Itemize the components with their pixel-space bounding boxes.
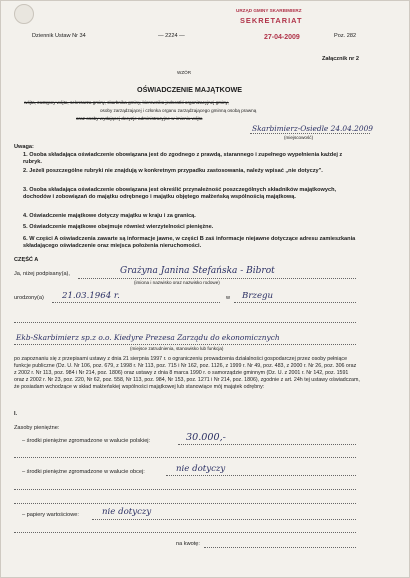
foreign-label: – środki pieniężne zgromadzone w walucie obcej: <box>22 469 145 475</box>
born-date-line <box>52 302 220 303</box>
blank-line <box>14 457 356 458</box>
part-a-label: CZĘŚĆ A <box>14 257 39 263</box>
born-place-line <box>234 302 356 303</box>
blank-line <box>14 322 356 323</box>
foreign-value: nie dotyczy <box>176 464 226 474</box>
amount-label: na kwotę: <box>176 541 200 547</box>
punch-hole-icon <box>14 4 34 24</box>
section-i-label: I. <box>14 411 18 417</box>
securities-label: – papiery wartościowe: <box>22 512 79 518</box>
wzor-label: WZÓR <box>177 70 192 75</box>
born-label: urodzony(a) <box>14 295 44 301</box>
place-date-value: Skarbimierz-Osiedle 24.04.2009 <box>252 124 373 133</box>
stamp-secretariat: SEKRETARIAT <box>240 16 303 25</box>
ja-label: Ja, niżej podpisany(a), <box>14 271 70 277</box>
born-in-label: w <box>226 295 231 301</box>
attachment-label: Załącznik nr 2 <box>322 56 359 62</box>
stamp-office: URZĄD GMINY SKARBIMIERZ <box>236 8 302 13</box>
born-date-value: 21.03.1964 r. <box>62 291 120 301</box>
uwaga-item: 6. W części A oświadczenia zawarte są informacje jawne, w części B zaś informacje niejawne dotyczące adresu zamieszkania składającego oświadczenie oraz miejsca położenia nieruchomości. <box>23 236 356 250</box>
name-value: Grażyna Janina Stefańska - Bibrot <box>120 266 275 276</box>
registry-stamp <box>226 8 336 54</box>
uwaga-item: 5. Oświadczenie majątkowe obejmuje również wierzytelności pieniężne. <box>23 224 214 230</box>
subtitle-line2: osoby zarządzającej i członka organu zarządzającego gminną osobą prawną <box>100 108 257 113</box>
pln-label: – środki pieniężne zgromadzone w walucie polskiej: <box>22 438 151 444</box>
uwaga-item: 2. Jeżeli poszczególne rubryki nie znajdują w konkretnym przypadku zastosowania, należy wpisać „nie dotyczy". <box>23 168 323 174</box>
name-caption: (imiona i nazwisko oraz nazwisko rodowe) <box>134 280 220 285</box>
blank-line <box>14 532 356 533</box>
position-caption: (miejsce zatrudnienia, stanowisko lub funkcja) <box>130 346 224 351</box>
stamp-date: 27-04-2009 <box>264 34 300 41</box>
uwaga-label: Uwaga: <box>14 144 34 150</box>
securities-value: nie dotyczy <box>102 507 152 517</box>
securities-line <box>92 519 356 520</box>
uwaga-item: 4. Oświadczenie majątkowe dotyczy majątku w kraju i za granicą. <box>23 213 196 219</box>
amount-line <box>204 547 356 548</box>
name-line <box>78 278 356 279</box>
subtitle-line3: oraz osoby wydającej decyzje administracyjne w imieniu wójta <box>76 116 203 121</box>
born-place-value: Brzegu <box>242 291 274 301</box>
place-date-line <box>250 133 370 134</box>
journal-label: Dziennik Ustaw Nr 34 <box>32 33 86 39</box>
position-value: Ekb-Skarbimierz sp.z o.o. Kiedyre Prezesa Zarządu do ekonomicznych <box>16 333 280 342</box>
position-line <box>14 344 356 345</box>
pln-value: 30.000,- <box>186 432 226 443</box>
page-number: — 2224 — <box>158 33 185 39</box>
foreign-line <box>166 475 356 476</box>
place-label: (miejscowość) <box>284 135 314 140</box>
page-title: OŚWIADCZENIE MAJĄTKOWE <box>137 85 243 94</box>
pln-line <box>178 444 356 445</box>
subtitle-line1: wójta, zastępcy wójta, sekretarza gminy, skarbnika gminy, kierownika jednostki organizacyjnej gminy, <box>24 100 229 105</box>
blank-line <box>14 503 356 504</box>
zasoby-label: Zasoby pieniężne: <box>14 425 60 431</box>
uwaga-item: 3. Osoba składająca oświadczenie obowiązana jest określić przynależność poszczególnych składników majątkowych, dochodów i zobowiązań do majątku odrębnego i majątku objętego małżeńską wspólnością majątkową. <box>23 187 337 201</box>
statement-text: po zapoznaniu się z przepisami ustawy z dnia 21 sierpnia 1997 r. o ograniczeniu prowadzenia działalności gospodarczej przez osoby pełniące funkcje publiczne (Dz. U. Nr 106, poz. 679, z 1998 r. Nr 113, poz. 715 i Nr 162, poz. 1126, z 1999 r. Nr 49, poz. 483, z 2000 r. Nr 26, poz. 306 oraz z 2002 r. Nr 113, poz. 984 i Nr 214, poz. 1806) oraz ustawy z dnia 8 marca 1990 r. o samorządzie gminnym (Dz. U. z 2001 r. Nr 142, poz. 1591 oraz z 2002 r. Nr 23, poz. 220, Nr 62, poz. 558, Nr 113, poz. 984, Nr 153, poz. 1271 i Nr 214, poz. 1806), zgodnie z art. 24h tej ustawy oświadczam, że posiadam wchodzące w skład małżeńskiej wspólności majątkowej lub stanowiące mój majątek odrębny: <box>14 356 360 391</box>
position-number: Poz. 282 <box>334 33 357 39</box>
blank-line <box>14 489 356 490</box>
uwaga-item: 1. Osoba składająca oświadczenie obowiązana jest do zgodnego z prawdą, starannego i zupełnego wypełnienia każdej z rubryk. <box>23 152 343 166</box>
